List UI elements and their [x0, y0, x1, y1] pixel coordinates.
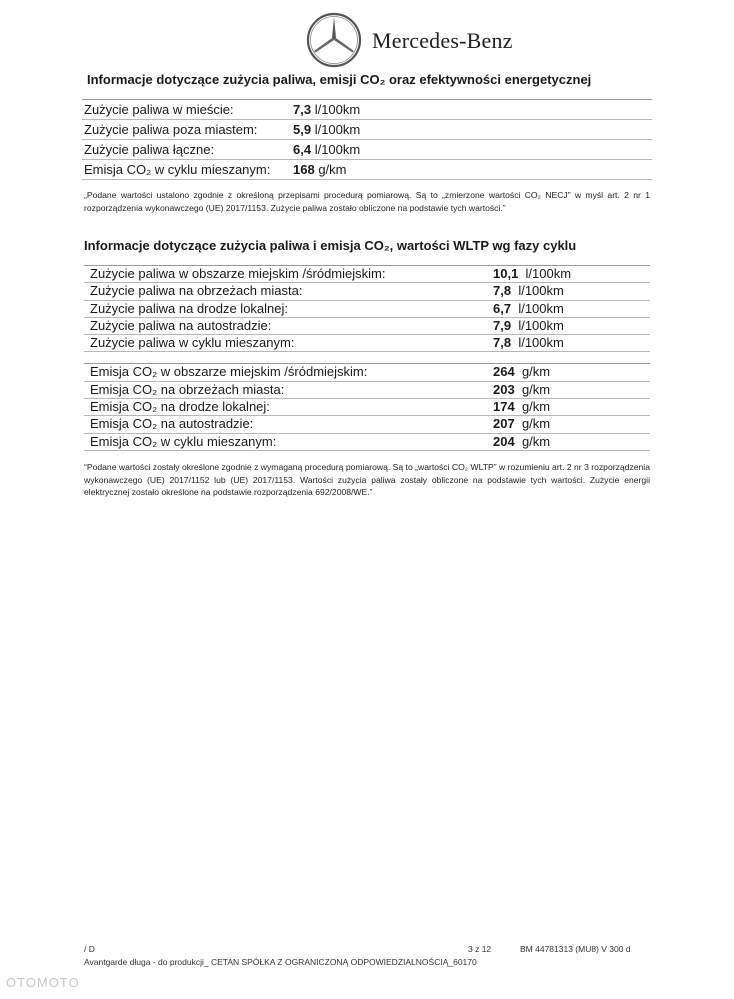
row-label: Emisja CO₂ na drodze lokalnej:: [90, 399, 270, 415]
row-label: Emisja CO₂ na obrzeżach miasta:: [90, 381, 285, 397]
row-label: Zużycie paliwa w obszarze miejskim /śródmiejskim:: [90, 266, 386, 281]
section2-table: [84, 265, 650, 451]
section1-note: „Podane wartości ustalono zgodnie z określoną przepisami procedurą pomiarową. Są to „zmierzone wartości CO₂ NECJ” w myśl art. 2 nr 1 rozporządzenia wykonawczego (UE) 2017/1153. Zużycie paliwa zostało obliczone na podstawie tych wartości.”: [84, 190, 650, 213]
row-value: 207 g/km: [493, 416, 551, 432]
row-label: Zużycie paliwa na drodze lokalnej:: [90, 300, 288, 316]
row-value: 264 g/km: [493, 364, 551, 380]
table-divider: [84, 352, 650, 364]
table-row: [82, 140, 652, 160]
page-number: 3 z 12: [468, 944, 492, 954]
watermark: OTOMOTO: [6, 975, 80, 990]
row-label: Zużycie paliwa w cyklu mieszanym:: [90, 335, 295, 351]
row-label: Emisja CO₂ na autostradzie:: [90, 416, 254, 432]
row-value: 10,1 l/100km: [493, 266, 572, 281]
row-label: Emisja CO₂ w cyklu mieszanym:: [90, 433, 277, 449]
row-label: Zużycie paliwa na obrzeżach miasta:: [90, 283, 303, 299]
row-label: Zużycie paliwa w mieście:: [84, 102, 234, 117]
row-value: 6,7 l/100km: [493, 300, 564, 316]
table-row: [84, 364, 650, 381]
row-value: 203 g/km: [493, 381, 551, 397]
table-row: [84, 382, 650, 399]
table-row: [82, 120, 652, 140]
row-value: 6,4 l/100km: [293, 142, 361, 157]
row-label: Emisja CO₂ w cyklu mieszanym:: [84, 162, 271, 177]
row-value: 7,8 l/100km: [493, 335, 564, 351]
table-row: [84, 266, 650, 283]
row-value: 7,8 l/100km: [493, 283, 564, 299]
row-label: Zużycie paliwa poza miastem:: [84, 122, 258, 137]
row-label: Zużycie paliwa łączne:: [84, 142, 215, 157]
table-row: [82, 160, 652, 180]
section2-title: Informacje dotyczące zużycia paliwa i emisja CO₂, wartości WLTP wg fazy cyklu: [84, 238, 577, 253]
row-value: 7,3 l/100km: [293, 102, 361, 117]
row-value: 204 g/km: [493, 433, 551, 449]
row-label: Zużycie paliwa na autostradzie:: [90, 317, 272, 333]
table-row: [84, 416, 650, 433]
table-row: [84, 301, 650, 318]
section1-title: Informacje dotyczące zużycia paliwa, emisji CO₂ oraz efektywności energetycznej: [87, 72, 592, 87]
table-row: [84, 283, 650, 300]
table-row: [84, 399, 650, 416]
footer-description: Avantgarde długa - do produkcji_ CETAN SPÓŁKA Z OGRANICZONĄ ODPOWIEDZIALNOŚCIĄ_60170: [84, 957, 477, 967]
row-value: 5,9 l/100km: [293, 122, 361, 137]
document-code: BM 44781313 (MU8) V 300 d: [520, 944, 631, 954]
row-value: 7,9 l/100km: [493, 317, 564, 333]
table-row: [84, 434, 650, 451]
mercedes-star-logo: [306, 12, 362, 68]
table-row: [84, 318, 650, 335]
brand-name: Mercedes-Benz: [372, 28, 513, 53]
row-value: 168 g/km: [293, 162, 347, 177]
table-row: [82, 100, 652, 120]
row-label: Emisja CO₂ w obszarze miejskim /śródmiejskim:: [90, 364, 368, 380]
row-value: 174 g/km: [493, 399, 551, 415]
section2-note: “Podane wartości zostały określone zgodnie z wymaganą procedurą pomiarową. Są to „wartości CO₂ WLTP” w rozumieniu art. 2 nr 3 rozporządzenia wykonawczego (UE) 2017/1152 lub (UE) 2017/1153. Wartości zużycia paliwa zostały obliczone na podstawie tych wartości. Zużycie energii elektrycznej zostało określone na podstawie rozporządzenia 692/2008/WE.”: [84, 462, 650, 497]
footer-slash: / D: [84, 944, 95, 954]
section1-table: [82, 99, 652, 180]
table-row: [84, 335, 650, 352]
page-footer: [84, 944, 664, 967]
